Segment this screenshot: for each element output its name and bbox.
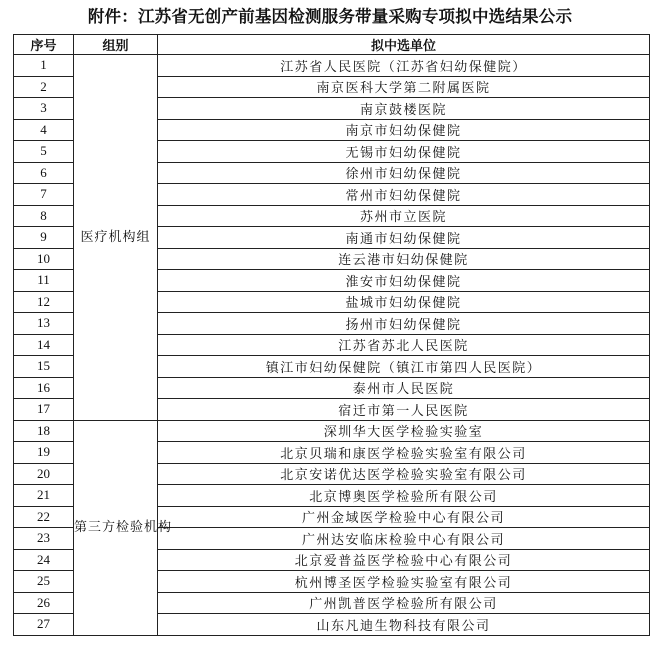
header-row — [14, 35, 650, 55]
header-unit: 拟中选单位 — [158, 35, 650, 55]
row-unit-cell: 南通市妇幼保健院 — [158, 227, 650, 249]
row-seq-cell: 6 — [14, 162, 74, 184]
row-unit-cell: 江苏省人民医院（江苏省妇幼保健院） — [158, 55, 650, 77]
table-row — [14, 55, 650, 77]
row-seq-cell: 12 — [14, 291, 74, 313]
row-unit-cell: 徐州市妇幼保健院 — [158, 162, 650, 184]
row-unit-cell: 南京医科大学第二附属医院 — [158, 76, 650, 98]
table-header — [14, 35, 650, 55]
row-seq-cell: 25 — [14, 571, 74, 593]
row-unit-cell: 北京安诺优达医学检验实验室有限公司 — [158, 463, 650, 485]
row-seq-cell: 22 — [14, 506, 74, 528]
row-unit-cell: 泰州市人民医院 — [158, 377, 650, 399]
row-unit-cell: 苏州市立医院 — [158, 205, 650, 227]
row-seq-cell: 13 — [14, 313, 74, 335]
row-unit-cell: 广州凯普医学检验所有限公司 — [158, 592, 650, 614]
row-seq-cell: 10 — [14, 248, 74, 270]
row-unit-cell: 无锡市妇幼保健院 — [158, 141, 650, 163]
row-seq-cell: 15 — [14, 356, 74, 378]
row-unit-cell: 广州金域医学检验中心有限公司 — [158, 506, 650, 528]
row-unit-cell: 宿迁市第一人民医院 — [158, 399, 650, 421]
row-seq-cell: 11 — [14, 270, 74, 292]
row-unit-cell: 连云港市妇幼保健院 — [158, 248, 650, 270]
row-seq-cell: 23 — [14, 528, 74, 550]
row-seq-cell: 21 — [14, 485, 74, 507]
table-body — [14, 55, 650, 636]
row-unit-cell: 江苏省苏北人民医院 — [158, 334, 650, 356]
group-cell: 医疗机构组 — [74, 55, 158, 421]
table-row — [14, 420, 650, 442]
row-seq-cell: 9 — [14, 227, 74, 249]
row-unit-cell: 北京博奥医学检验所有限公司 — [158, 485, 650, 507]
row-seq-cell: 20 — [14, 463, 74, 485]
row-seq-cell: 3 — [14, 98, 74, 120]
row-unit-cell: 杭州博圣医学检验实验室有限公司 — [158, 571, 650, 593]
row-seq-cell: 19 — [14, 442, 74, 464]
header-seq: 序号 — [14, 35, 74, 55]
row-seq-cell: 26 — [14, 592, 74, 614]
row-unit-cell: 镇江市妇幼保健院（镇江市第四人民医院） — [158, 356, 650, 378]
row-seq-cell: 16 — [14, 377, 74, 399]
row-seq-cell: 17 — [14, 399, 74, 421]
document-title: 附件：江苏省无创产前基因检测服务带量采购专项拟中选结果公示 — [87, 7, 573, 26]
row-seq-cell: 27 — [14, 614, 74, 636]
row-unit-cell: 北京爱普益医学检验中心有限公司 — [158, 549, 650, 571]
result-table — [13, 34, 650, 636]
row-seq-cell: 8 — [14, 205, 74, 227]
row-unit-cell: 山东凡迪生物科技有限公司 — [158, 614, 650, 636]
header-group: 组别 — [74, 35, 158, 55]
row-seq-cell: 2 — [14, 76, 74, 98]
row-unit-cell: 扬州市妇幼保健院 — [158, 313, 650, 335]
row-seq-cell: 24 — [14, 549, 74, 571]
row-seq-cell: 14 — [14, 334, 74, 356]
row-unit-cell: 南京鼓楼医院 — [158, 98, 650, 120]
row-seq-cell: 5 — [14, 141, 74, 163]
row-seq-cell: 7 — [14, 184, 74, 206]
row-unit-cell: 常州市妇幼保健院 — [158, 184, 650, 206]
row-unit-cell: 北京贝瑞和康医学检验实验室有限公司 — [158, 442, 650, 464]
group-cell: 第三方检验机构 — [74, 420, 158, 635]
row-seq-cell: 1 — [14, 55, 74, 77]
row-unit-cell: 广州达安临床检验中心有限公司 — [158, 528, 650, 550]
row-unit-cell: 深圳华大医学检验实验室 — [158, 420, 650, 442]
row-unit-cell: 南京市妇幼保健院 — [158, 119, 650, 141]
row-unit-cell: 盐城市妇幼保健院 — [158, 291, 650, 313]
row-seq-cell: 18 — [14, 420, 74, 442]
row-unit-cell: 淮安市妇幼保健院 — [158, 270, 650, 292]
row-seq-cell: 4 — [14, 119, 74, 141]
